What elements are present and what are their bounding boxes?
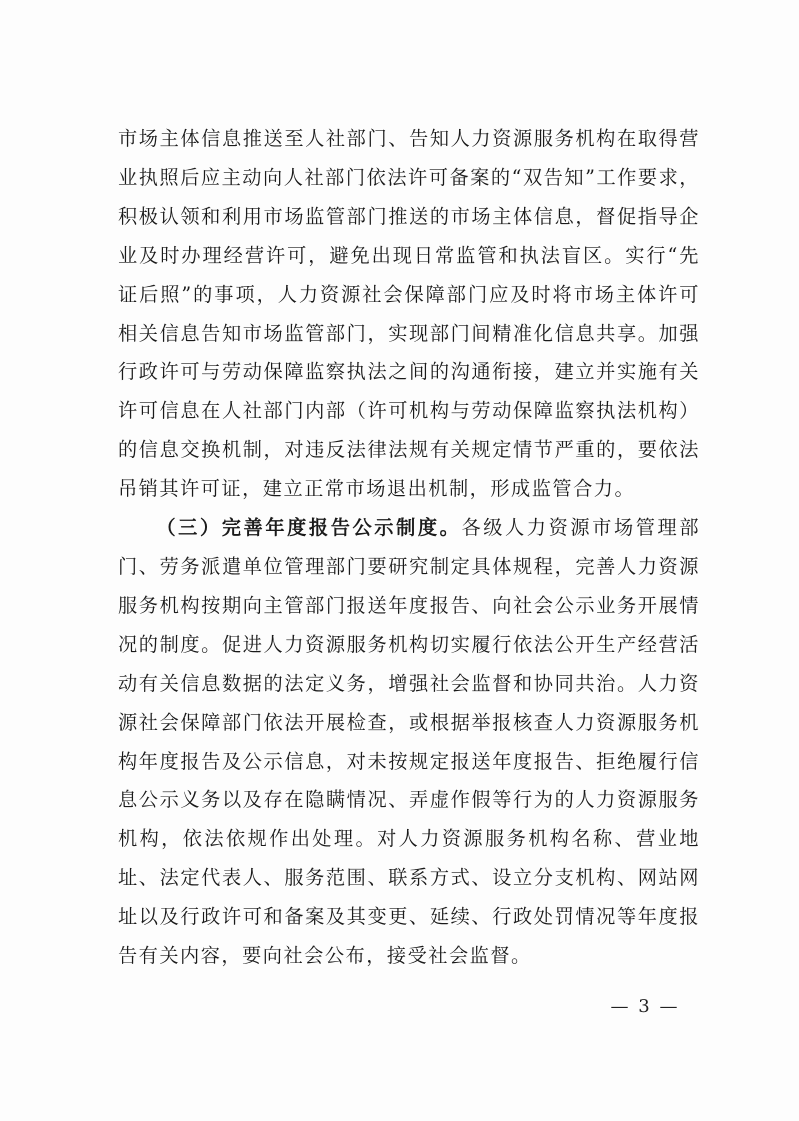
paragraph-2 xyxy=(118,509,700,976)
paragraph-1: 市场主体信息推送至人社部门、告知人力资源服务机构在取得营业执照后应主动向人社部门依法许可备案的“双告知”工作要求，积极认领和利用市场监管部门推送的市场主体信息，督促指导企业及时办理经营许可，避免出现日常监管和执法盲区。实行“先证后照”的事项，人力资源社会保障部门应及时将市场主体许可相关信息告知市场监管部门，实现部门间精准化信息共享。加强行政许可与劳动保障监察执法之间的沟通衔接，建立并实施有关许可信息在人社部门内部（许可机构与劳动保障监察执法机构）的信息交换机制，对违反法律法规有关规定情节严重的，要依法吊销其许可证，建立正常市场退出机制，形成监管合力。 xyxy=(118,127,700,501)
paragraph-2-body: 各级人力资源市场管理部门、劳务派遣单位管理部门要研究制定具体规程，完善人力资源服务机构按期向主管部门报送年度报告、向社会公示业务开展情况的制度。促进人力资源服务机构切实履行依法公开生产经营活动有关信息数据的法定义务，增强社会监督和协同共治。人力资源社会保障部门依法开展检查，或根据举报核查人力资源服务机构年度报告及公示信息，对未按规定报送年度报告、拒绝履行信息公示义务以及存在隐瞒情况、弄虚作假等行为的人力资源服务机构，依法依规作出处理。对人力资源服务机构名称、营业地址、法定代表人、服务范围、联系方式、设立分支机构、网站网址以及行政许可和备案及其变更、延续、行政处罚情况等年度报告有关内容，要向社会公布，接受社会监督。 xyxy=(118,516,701,968)
document-body xyxy=(118,120,700,976)
section-heading: （三）完善年度报告公示制度。 xyxy=(156,516,462,540)
page-number: — 3 — xyxy=(610,996,680,1017)
